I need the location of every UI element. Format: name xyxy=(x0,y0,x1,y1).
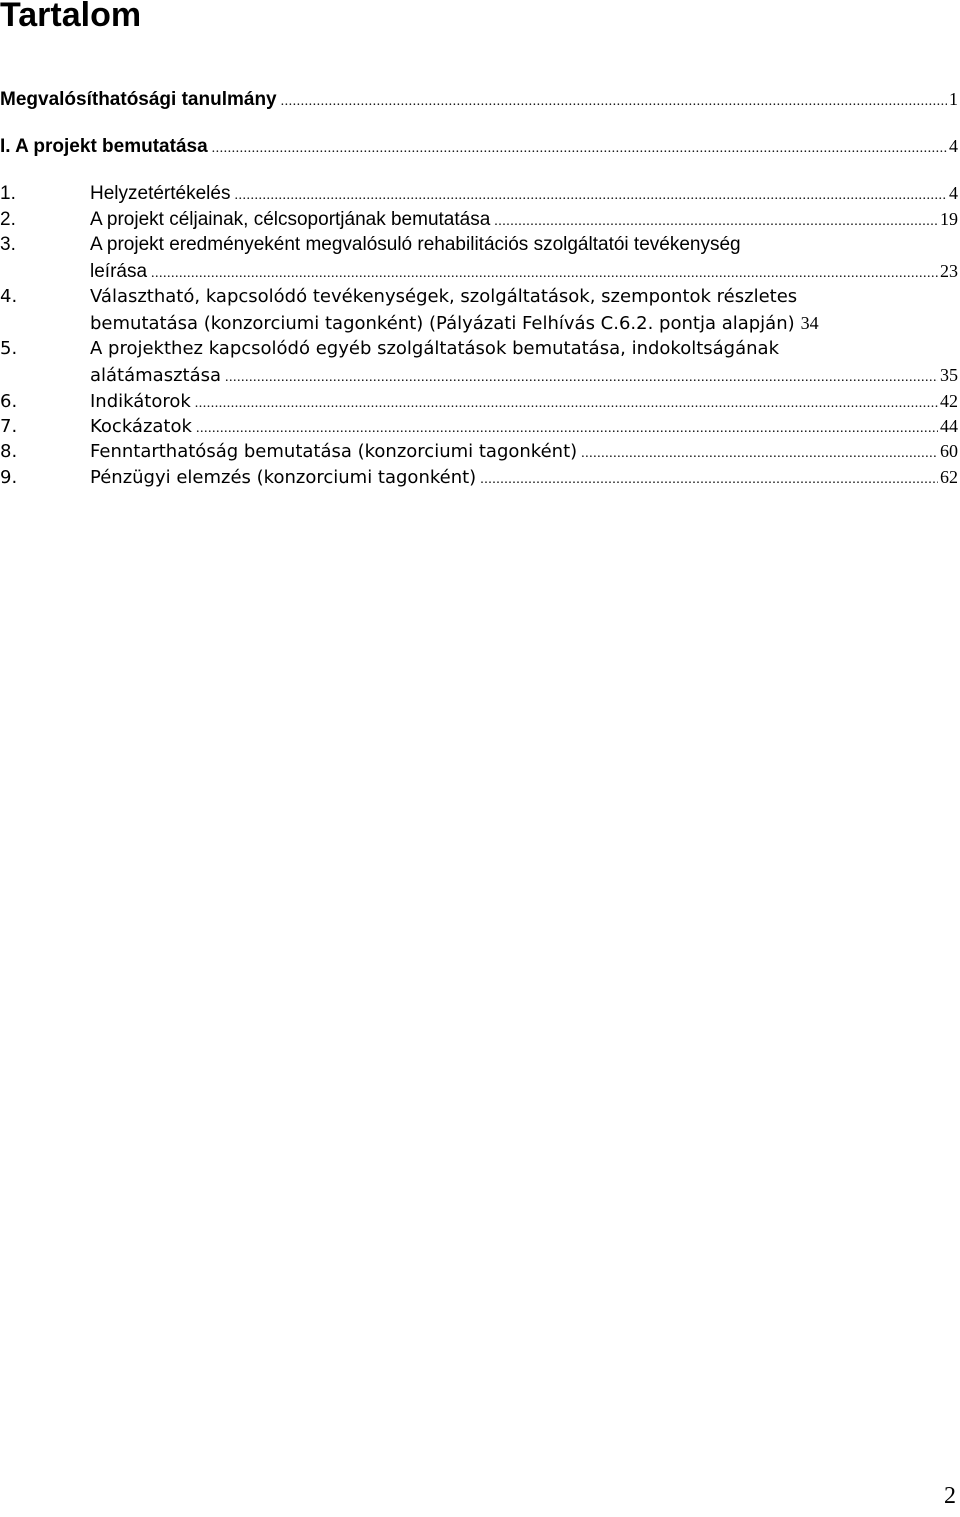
toc-entry-text: Pénzügyi elemzés (konzorciumi tagonként) xyxy=(90,467,477,488)
toc-page-number: 1 xyxy=(949,89,958,109)
toc-page-number: 23 xyxy=(940,261,958,281)
toc-entry-6[interactable] xyxy=(0,388,960,414)
toc-entry-project-presentation[interactable] xyxy=(0,133,960,159)
toc-page-number: 35 xyxy=(940,365,958,385)
toc-page-number: 19 xyxy=(940,209,958,229)
toc-page-number: 4 xyxy=(949,183,958,203)
toc-entry-feasibility-study[interactable] xyxy=(0,86,960,112)
toc-entry-number: 9. xyxy=(0,467,18,488)
toc-page-number: 4 xyxy=(949,136,958,156)
toc-entry-3[interactable] xyxy=(0,232,960,258)
toc-entry-text: Választható, kapcsolódó tevékenységek, szolgáltatások, szempontok részletes xyxy=(90,286,798,307)
toc-entry-text: Indikátorok xyxy=(90,391,191,412)
toc-entry-number: 2. xyxy=(0,209,16,230)
page-number: 2 xyxy=(944,1483,956,1509)
toc-entry-number: 4. xyxy=(0,286,18,307)
toc-page-number: 42 xyxy=(940,391,958,411)
toc-entry-9[interactable] xyxy=(0,464,960,490)
toc-entry-5-continuation[interactable] xyxy=(0,362,960,388)
toc-entry-number: 8. xyxy=(0,441,18,462)
toc-entry-text: Fenntarthatóság bemutatása (konzorciumi tagonként) xyxy=(90,441,578,462)
toc-entry-text: bemutatása (konzorciumi tagonként) (Pályázati Felhívás C.6.2. pontja alapján) xyxy=(90,313,795,334)
toc-page-number: 62 xyxy=(940,467,958,487)
toc-entry-text: Helyzetértékelés xyxy=(90,183,231,204)
toc-entry-text: alátámasztása xyxy=(90,365,222,386)
toc-entry-text: Megvalósíthatósági tanulmány xyxy=(0,89,277,110)
toc-page-number: 60 xyxy=(940,441,958,461)
toc-entry-number: 6. xyxy=(0,391,18,412)
toc-entry-8[interactable] xyxy=(0,438,960,464)
page-title: Tartalom xyxy=(0,0,142,34)
toc-entry-4-continuation[interactable] xyxy=(0,310,960,336)
toc-entry-7[interactable] xyxy=(0,413,960,439)
toc-entry-3-continuation[interactable] xyxy=(0,258,960,284)
toc-entry-number: 5. xyxy=(0,338,18,359)
dot-leader xyxy=(480,467,938,493)
toc-entry-text: A projekt céljainak, célcsoportjának bemutatása xyxy=(90,209,491,230)
toc-entry-text: I. A projekt bemutatása xyxy=(0,136,208,157)
dot-leader xyxy=(212,136,947,162)
toc-entry-number: 1. xyxy=(0,183,16,204)
toc-entry-text: Kockázatok xyxy=(90,416,192,437)
toc-entry-number: 7. xyxy=(0,416,18,437)
toc-entry-number: 3. xyxy=(0,234,16,255)
toc-entry-2[interactable] xyxy=(0,206,960,232)
toc-page-number: 44 xyxy=(940,416,958,436)
toc-page-number: 34 xyxy=(800,313,819,333)
toc-entry-text: leírása xyxy=(90,261,148,282)
toc-entry-1[interactable] xyxy=(0,180,960,206)
dot-leader xyxy=(281,89,947,115)
toc-entry-text: A projekthez kapcsolódó egyéb szolgáltatások bemutatása, indokoltságának xyxy=(90,338,779,359)
toc-entry-text: A projekt eredményeként megvalósuló rehabilitációs szolgáltatói tevékenység xyxy=(90,234,741,255)
toc-entry-4[interactable] xyxy=(0,284,960,310)
toc-entry-5[interactable] xyxy=(0,336,960,362)
